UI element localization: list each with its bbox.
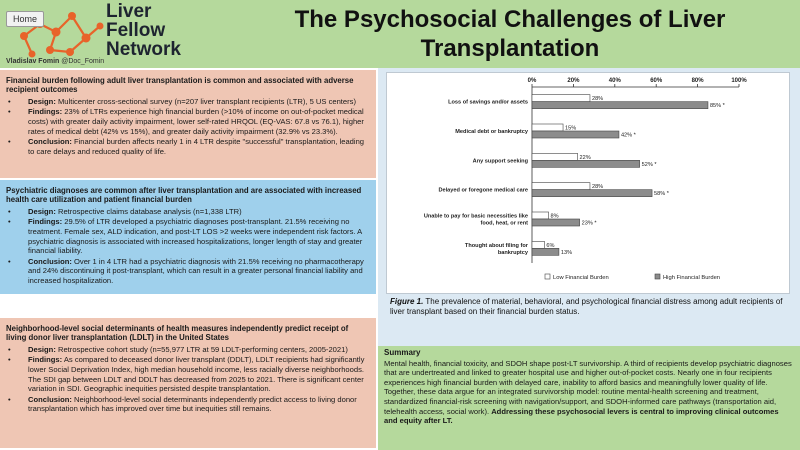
item-label: Conclusion: xyxy=(28,256,72,266)
data-label: 22% xyxy=(579,154,591,161)
bar xyxy=(532,160,640,167)
bar xyxy=(532,241,544,248)
data-label: 28% xyxy=(591,184,604,191)
data-label: 85% * xyxy=(709,103,725,110)
summary-panel xyxy=(378,346,800,450)
category-label: Delayed or foregone medical care xyxy=(438,187,528,194)
legend-label: Low Financial Burden xyxy=(553,275,609,281)
category-label: Thought about filing for xyxy=(464,242,528,249)
item-text: Neighborhood-level social determinants independently predict access to living donor transplantation which has improved over time but inequities still remains. xyxy=(28,394,357,414)
bar xyxy=(532,131,619,138)
list-item xyxy=(6,207,370,217)
chart-container xyxy=(386,72,790,294)
author-handle: @Doc_Fomin xyxy=(61,58,105,65)
legend-swatch xyxy=(545,274,550,279)
list-item xyxy=(6,107,370,136)
legend-swatch xyxy=(655,274,660,279)
item-text: 29.5% of LTR developed a psychiatric diagnoses post-transplant. 21.5% receiving no treatment. Female sex, ALD indication, and post-LT LOS >2 weeks were independent risk factors. A psychiatric diagnosis is associated with increased hospitalizations, longer length of stay and greater financial liability. xyxy=(28,217,363,256)
figure-caption xyxy=(390,297,786,317)
bar xyxy=(532,183,590,190)
financial-distress-bar-chart xyxy=(387,73,789,293)
caption-label: Figure 1. xyxy=(390,297,424,306)
list-item xyxy=(6,137,370,156)
bullet-list xyxy=(6,345,370,414)
panel-heading: Psychiatric diagnoses are common after liver transplantation and are associated with increased health care utilization and patient financial burden xyxy=(6,186,362,205)
summary-body: Mental health, financial toxicity, and SDOH shape post-LT survivorship. A third of recipients develop psychiatric diagnoses that are undertreated and linked to greater hospital use and higher out-of-pocket costs. Nearly one in four recipients experiences high financial burden with delayed care, inability to afford basics and meaningfully lower quality of life. Together, these data argue for an integrated survivorship model: routine mental-health screening and treatment, standardized financial-risk screening with navigation/support, and SDOH-informed care pathways (transportation aid, telehealth access, social work). xyxy=(384,358,792,416)
legend-label: High Financial Burden xyxy=(663,275,721,281)
data-label: 8% xyxy=(550,213,559,220)
bar xyxy=(532,124,563,131)
bar xyxy=(532,102,708,109)
bar xyxy=(532,212,549,219)
bar xyxy=(532,219,580,226)
logo-line: Liver xyxy=(106,1,152,22)
item-label: Design: xyxy=(28,96,56,106)
data-label: 58% * xyxy=(654,191,669,198)
list-item xyxy=(6,395,370,414)
bar xyxy=(532,190,652,197)
item-label: Findings: xyxy=(28,355,63,365)
data-label: 15% xyxy=(565,125,577,132)
bar xyxy=(532,248,559,255)
item-text: As compared to deceased donor liver transplant (DDLT), LDLT recipients had significantly lower Social Deprivation Index, high median household income, less racially diverse neighborhoods. The SDI gap between LDLT and DDLT has decreased from 2025 to 2021. There is significant center variation in SDI. Geographic inequities persisted despite transplantation. xyxy=(28,355,365,394)
x-tick-label: 0% xyxy=(527,78,537,84)
author-credit xyxy=(6,58,104,65)
bullet-list xyxy=(6,207,370,286)
logo-line: Fellow xyxy=(106,20,166,41)
x-tick-label: 80% xyxy=(691,78,704,84)
social-determinants-panel xyxy=(0,318,376,448)
item-label: Findings: xyxy=(28,217,63,227)
logo-line: Network xyxy=(106,39,181,60)
data-label: 28% xyxy=(591,96,604,103)
bar xyxy=(532,95,590,102)
list-item xyxy=(6,355,370,393)
category-label: food, heat, or rent xyxy=(480,220,528,227)
caption-text: The prevalence of material, behavioral, and psychological financial distress among adult recipients of liver transplant based on their financial burden status. xyxy=(390,297,783,316)
data-label: 52% * xyxy=(641,161,657,168)
item-label: Design: xyxy=(28,344,56,354)
category-label: Any support seeking xyxy=(472,158,528,165)
list-item xyxy=(6,345,370,355)
poster-title: The Psychosocial Challenges of Liver Transplantation xyxy=(294,6,726,62)
x-tick-label: 60% xyxy=(650,78,663,84)
logo-wordmark xyxy=(106,2,181,59)
x-tick-label: 40% xyxy=(608,78,621,84)
data-label: 6% xyxy=(546,242,555,249)
category-label: Medical debt or bankruptcy xyxy=(455,129,528,135)
item-label: Findings: xyxy=(28,107,63,117)
bullet-list xyxy=(6,97,370,157)
x-tick-label: 100% xyxy=(731,78,747,84)
data-label: 13% xyxy=(560,249,573,256)
summary-emphasis: Addressing these psychosocial levers is central to improving clinical outcomes and equity after LT. xyxy=(384,406,779,426)
summary-heading: Summary xyxy=(384,348,421,357)
item-text: Financial burden affects nearly 1 in 4 LTR despite "successful" transplantation, leading to care delays and reduced quality of life. xyxy=(28,137,365,156)
panel-heading: Neighborhood-level social determinants of health measures independently predict receipt of living donor liver transplantation (LDLT) in the United States xyxy=(6,324,349,343)
item-label: Design: xyxy=(28,206,56,216)
bar xyxy=(532,153,578,160)
summary-text xyxy=(384,359,794,426)
item-text: Retrospective cohort study (n=55,977 LTR at 59 LDLT-performing centers, 2005-2021) xyxy=(55,344,348,354)
list-item xyxy=(6,217,370,255)
financial-burden-panel xyxy=(0,70,376,178)
x-tick-label: 20% xyxy=(567,78,580,84)
category-label: bankruptcy xyxy=(497,249,528,256)
data-label: 42% * xyxy=(620,132,636,139)
item-label: Conclusion: xyxy=(28,137,72,147)
data-label: 23% * xyxy=(581,220,597,227)
psychiatric-diagnoses-panel xyxy=(0,180,376,294)
item-text: 23% of LTRs experience high financial burden (>10% of income on out-of-pocket medical costs) with greater daily activity impairment, lower self-rated HRQOL (EQ-VAS: 67.8 vs 76.1), higher rates of medical debt (42% vs 15%), and greater daily activity impairment (32.9% vs 23.3%). xyxy=(28,107,364,136)
header-bar xyxy=(0,0,800,68)
item-text: Over 1 in 4 LTR had a psychiatric diagnosis with 21.5% receiving no pharmacotherapy and 24% discontinuing it post-transplant, which can result in a greater personal financial liability and increased hospitalization. xyxy=(28,256,364,285)
home-button[interactable]: Home xyxy=(6,11,44,27)
item-label: Conclusion: xyxy=(28,394,72,404)
item-text: Retrospective claims database analysis (n=1,338 LTR) xyxy=(55,206,242,216)
item-text: Multicenter cross-sectional survey (n=207 liver transplant recipients (LTR), 5 US centers) xyxy=(55,96,356,106)
list-item xyxy=(6,97,370,107)
category-label: Unable to pay for basic necessities like xyxy=(423,213,528,220)
author-name: Vladislav Fomin xyxy=(6,58,60,65)
panel-heading: Financial burden following adult liver transplantation is common and associated with adverse recipient outcomes xyxy=(6,76,354,95)
category-label: Loss of savings and/or assets xyxy=(448,99,528,106)
list-item xyxy=(6,257,370,286)
